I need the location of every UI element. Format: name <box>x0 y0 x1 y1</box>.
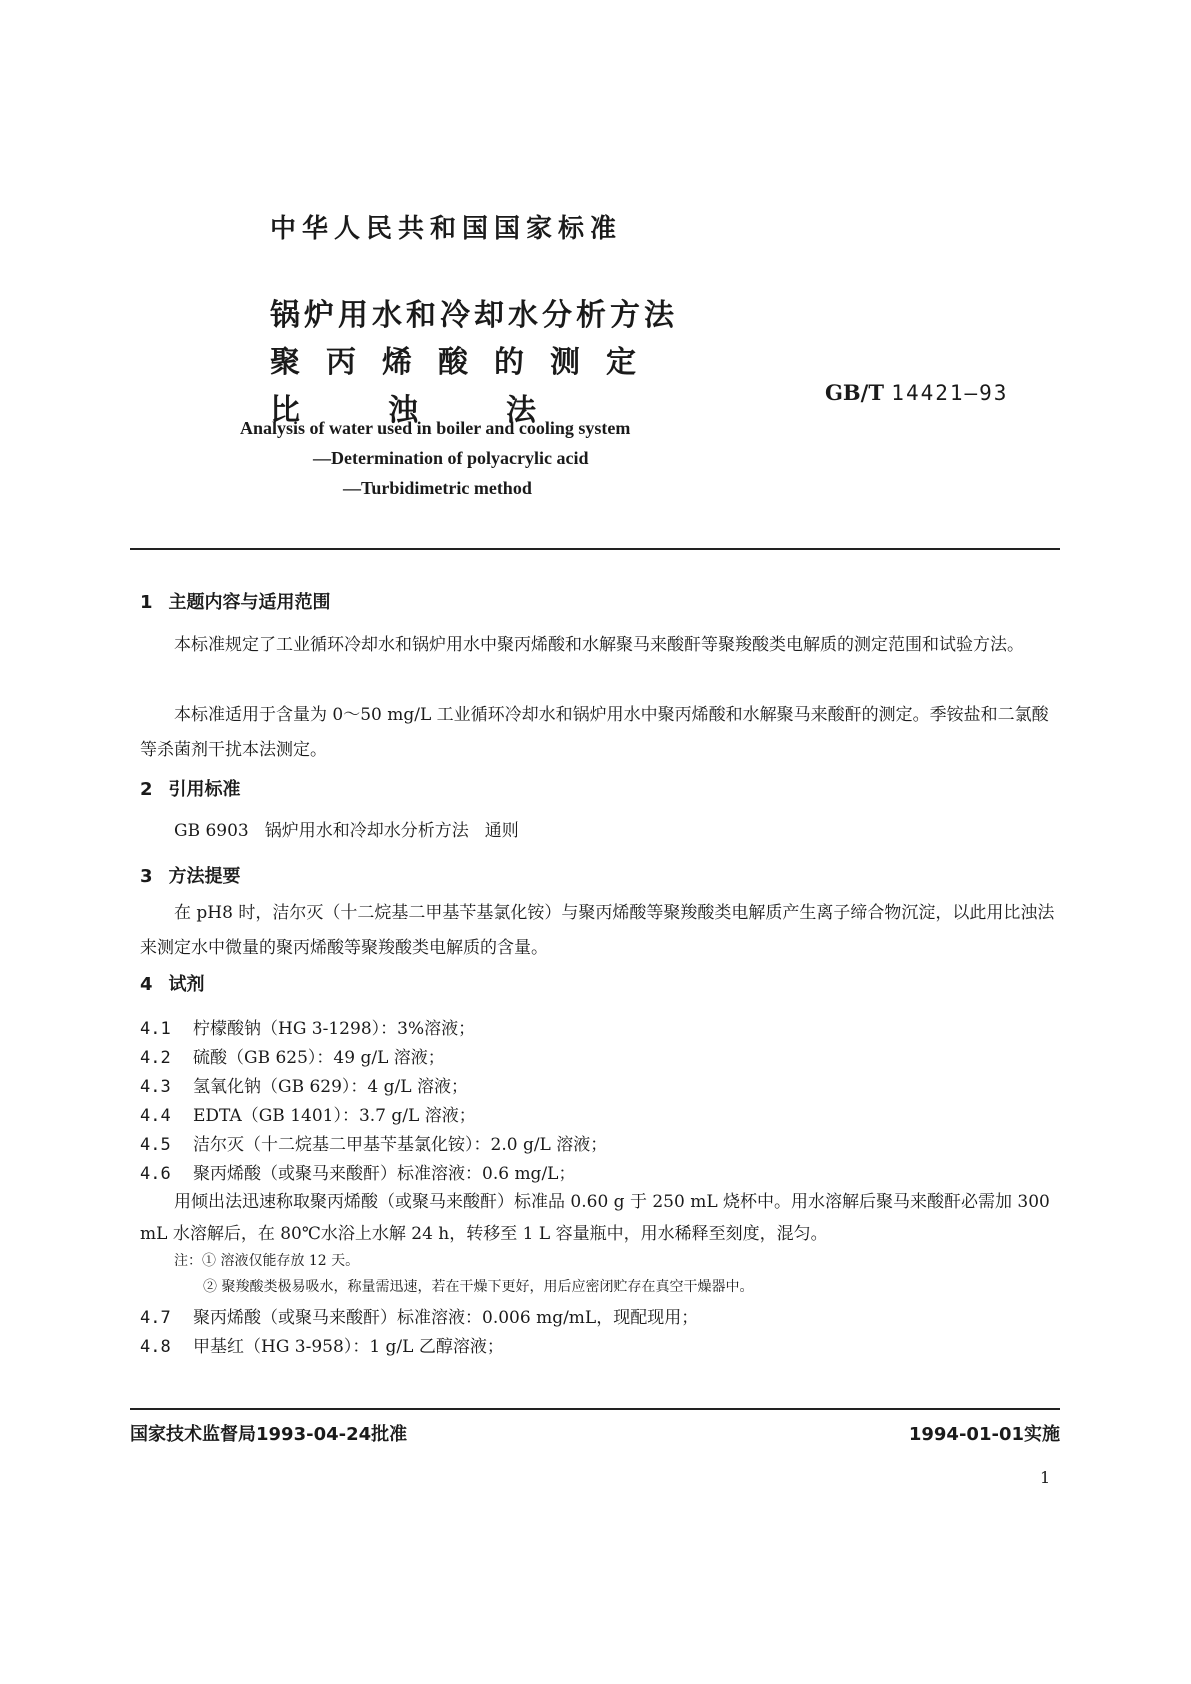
section-2-heading <box>140 775 241 801</box>
reagent-number: 4.6 <box>140 1164 171 1184</box>
reagent-number: 4.5 <box>140 1135 171 1155</box>
title-line-2: 聚丙烯酸的测定 <box>270 345 662 380</box>
header-divider <box>130 548 1060 550</box>
reagent-text: 氢氧化钠（GB 629）：4 g/L 溶液； <box>193 1077 468 1097</box>
standard-code-prefix: GB/T <box>825 380 884 405</box>
title-line-1: 锅炉用水和冷却水分析方法 <box>270 298 678 333</box>
section-1-paragraph-2: 本标准适用于含量为 0～50 mg/L 工业循环冷却水和锅炉用水中聚丙烯酸和水解聚马来酸酐的测定。季铵盐和二氯酸等杀菌剂干扰本法测定。 <box>140 705 1049 760</box>
national-standard-heading: 中华人民共和国国家标准 <box>270 214 623 244</box>
footer-divider <box>130 1408 1060 1410</box>
effective-date: 1994-01-01实施 <box>908 1424 1060 1445</box>
reagent-item <box>140 1101 476 1126</box>
note-2: ② 聚羧酸类极易吸水，称量需迅速，若在干燥下更好，用后应密闭贮存在真空干燥器中。 <box>203 1279 754 1295</box>
reagent-number: 4.7 <box>140 1308 171 1328</box>
reagent-number: 4.3 <box>140 1077 171 1097</box>
reagent-item <box>140 1332 504 1357</box>
reagent-text: 洁尔灭（十二烷基二甲基苄基氯化铵）：2.0 g/L 溶液； <box>193 1135 608 1155</box>
approval-date: 国家技术监督局1993-04-24批准 <box>130 1424 408 1445</box>
reagent-text: EDTA（GB 1401）：3.7 g/L 溶液； <box>193 1106 476 1126</box>
title-line-3-part: 比 <box>270 393 304 428</box>
reagent-number: 4.1 <box>140 1019 171 1039</box>
reagent-text: 柠檬酸钠（HG 3-1298）：3%溶液； <box>193 1019 476 1039</box>
reagent-item <box>140 1303 698 1328</box>
section-title: 引用标准 <box>168 779 241 800</box>
english-title-line-3: —Turbidimetric method <box>343 478 532 498</box>
reagent-number: 4.8 <box>140 1337 171 1357</box>
section-number: 1 <box>140 592 153 613</box>
title-line-3-part: 法 <box>506 393 540 428</box>
section-3-heading <box>140 862 241 888</box>
reference-code: GB 6903 <box>174 821 249 841</box>
title-line-3-part: 浊 <box>388 393 422 428</box>
section-3-paragraph: 在 pH8 时，洁尔灭（十二烷基二甲基苄基氯化铵）与聚丙烯酸等聚羧酸类电解质产生离子缔合物沉淀，以此用比浊法来测定水中微量的聚丙烯酸等聚羧酸类电解质的含量。 <box>140 903 1055 958</box>
section-4-heading <box>140 970 205 996</box>
section-title: 方法提要 <box>168 866 241 887</box>
reagent-item <box>140 1014 475 1039</box>
reagent-4-6-preparation: 用倾出法迅速称取聚丙烯酸（或聚马来酸酐）标准品 0.60 g 于 250 mL 烧杯中。用水溶解后聚马来酸酐必需加 300 mL 水溶解后，在 80℃水浴上水解 24 h，转移至 1 L 容量瓶中，用水稀释至刻度，混匀。 <box>140 1192 1050 1244</box>
section-title: 试剂 <box>168 974 205 995</box>
section-1-paragraph-1: 本标准规定了工业循环冷却水和锅炉用水中聚丙烯酸和水解聚马来酸酐等聚羧酸类电解质的测定范围和试验方法。 <box>174 635 1024 655</box>
standard-code <box>825 380 1008 405</box>
note-1: 注：① 溶液仅能存放 12 天。 <box>174 1253 360 1269</box>
english-title-line-2: —Determination of polyacrylic acid <box>313 448 589 468</box>
reagent-item <box>140 1159 575 1184</box>
reagent-item <box>140 1072 468 1097</box>
section-number: 2 <box>140 779 153 800</box>
section-title: 主题内容与适用范围 <box>168 592 331 613</box>
section-number: 4 <box>140 974 153 995</box>
reagent-item <box>140 1130 607 1155</box>
reagent-text: 聚丙烯酸（或聚马来酸酐）标准溶液：0.6 mg/L； <box>193 1164 576 1184</box>
english-title-line-1: Analysis of water used in boiler and cooling system <box>240 418 631 438</box>
reference-title: 锅炉用水和冷却水分析方法 <box>264 821 469 841</box>
reagent-item <box>140 1043 445 1068</box>
reagent-text: 硫酸（GB 625）：49 g/L 溶液； <box>193 1048 445 1068</box>
reagent-text: 甲基红（HG 3-958）：1 g/L 乙醇溶液； <box>193 1337 504 1357</box>
page-number: 1 <box>1040 1468 1051 1487</box>
section-number: 3 <box>140 866 153 887</box>
reagent-text: 聚丙烯酸（或聚马来酸酐）标准溶液：0.006 mg/mL，现配现用； <box>193 1308 699 1328</box>
section-1-heading <box>140 588 331 614</box>
reference-part: 通则 <box>484 821 519 841</box>
reagent-number: 4.4 <box>140 1106 171 1126</box>
reagent-number: 4.2 <box>140 1048 171 1068</box>
reference-standard <box>174 816 519 841</box>
standard-code-number: 14421—93 <box>891 381 1009 405</box>
